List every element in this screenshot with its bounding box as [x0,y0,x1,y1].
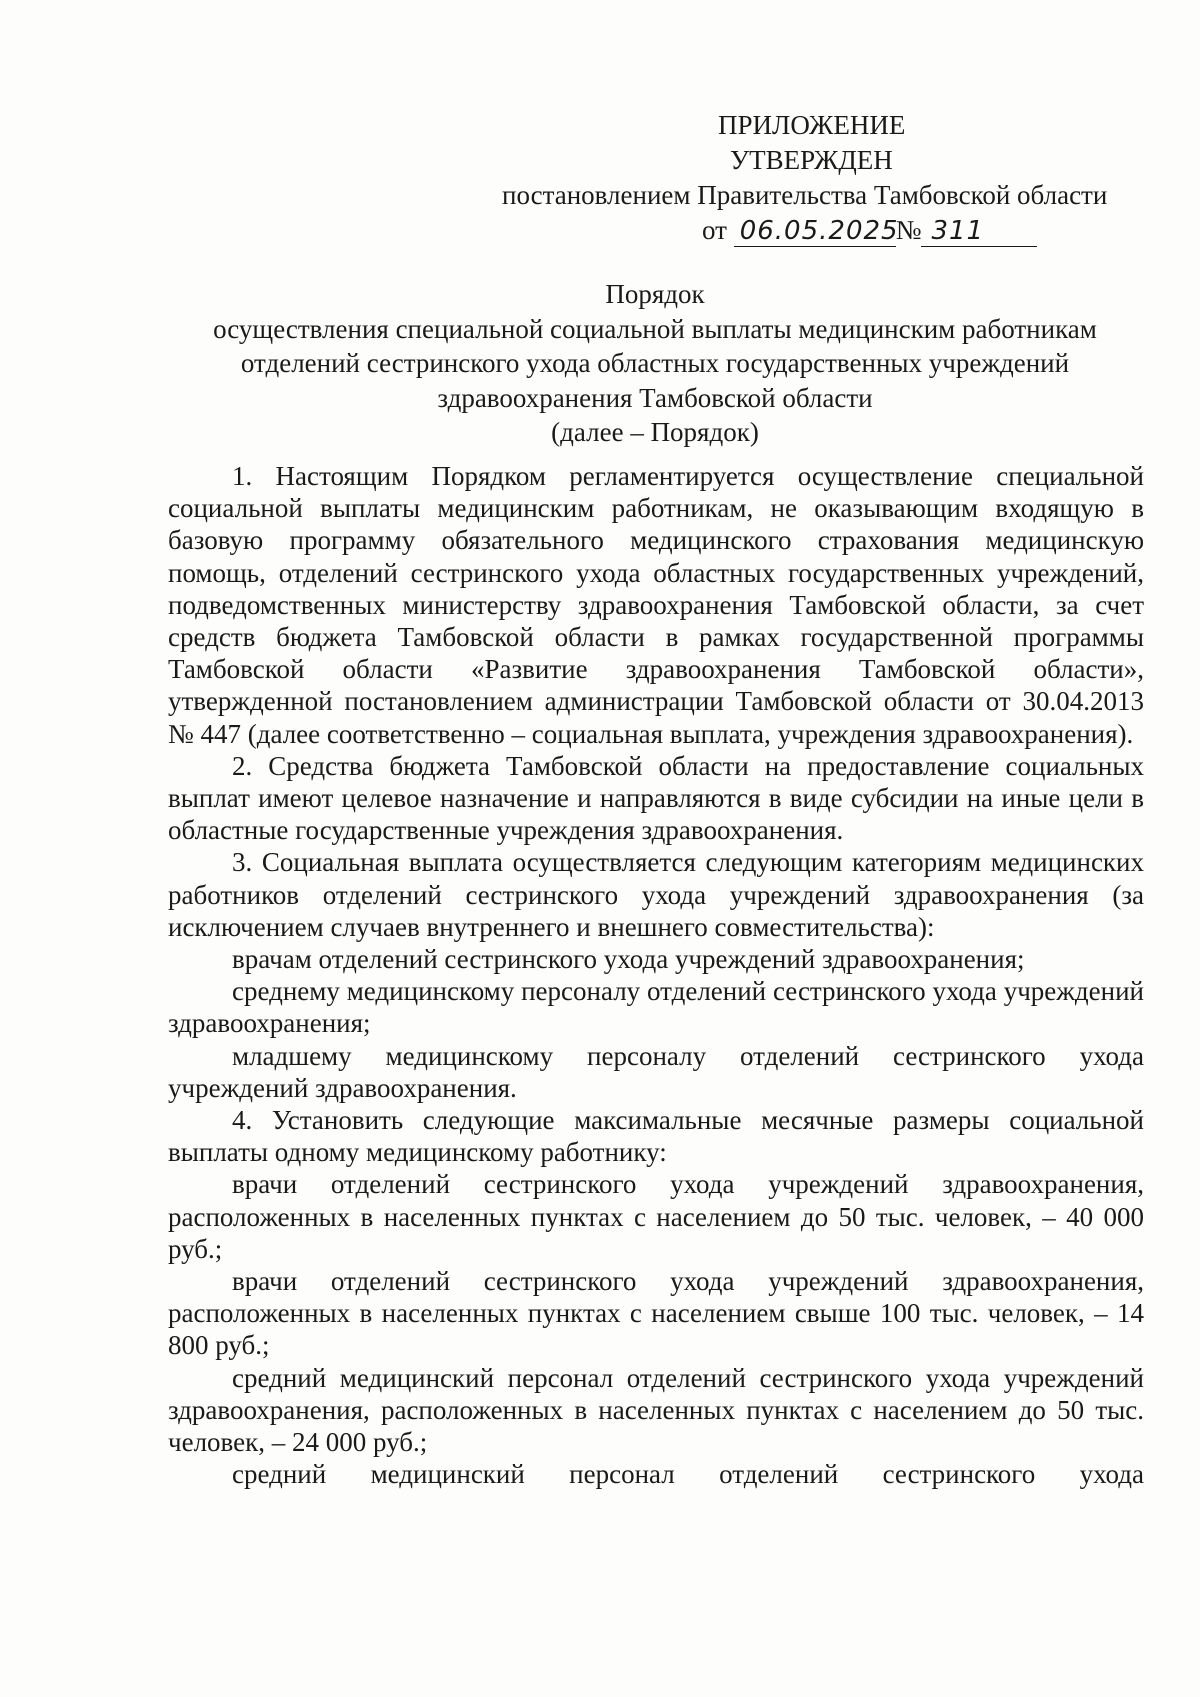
handwritten-number: 311 [921,216,1037,247]
title-line-1: Порядок [605,279,705,309]
appendix-label: ПРИЛОЖЕНИЕ [718,110,906,140]
title-line-5: (далее – Порядок) [551,417,759,447]
paragraph-4: 4. Установить следующие максимальные месячные размеры социальной выплаты одному медицинскому работнику: [168,1105,1144,1168]
number-sign: № [895,215,922,245]
decree-reference: постановлением Правительства Тамбовской области [502,180,1108,210]
paragraph-3-item-1: врачам отделений сестринского ухода учреждений здравоохранения; [232,944,1025,975]
paragraph-3: 3. Социальная выплата осуществляется следующим категориям медицинских работников отделений сестринского ухода учреждений здравоохранения (за исключением случаев внутреннего и внешнего совместительства): [168,847,1144,942]
paragraph-4-item-4: средний медицинский персонал отделений сестринского ухода [232,1459,1144,1490]
date-prefix: от [702,215,727,245]
document-title [160,277,1150,450]
paragraph-4-item-2: врачи отделений сестринского ухода учреждений здравоохранения, расположенных в населенных пунктах с населением свыше 100 тыс. человек, – 14 800 руб.; [168,1266,1144,1361]
approval-header [460,108,1140,251]
document-body [168,460,1144,1491]
decree-date-line [460,213,1140,251]
approved-label: УТВЕРЖДЕН [730,145,893,175]
handwritten-date: 06.05.2025 [734,216,896,247]
paragraph-1: 1. Настоящим Порядком регламентируется осуществление специальной социальной выплаты медицинским работникам, не оказывающим входящую в базовую программу обязательного медицинского страхования медицинскую помощь, отделений сестринского ухода областных государственных учреждений, подведомственных министерству здравоохранения Тамбовской области, за счет средств бюджета Тамбовской области в рамках государственной программы Тамбовской области «Развитие здравоохранения Тамбовской области», утвержденной постановлением администрации Тамбовской области от 30.04.2013 № 447 (далее соответственно – социальная выплата, учреждения здравоохранения). [168,461,1144,749]
title-line-2: осуществления специальной социальной выплаты медицинским работникам [213,313,1097,344]
paragraph-3-item-3: младшему медицинскому персоналу отделений сестринского ухода учреждений здравоохранения. [168,1040,1144,1103]
paragraph-4-item-3: средний медицинский персонал отделений сестринского ухода учреждений здравоохранения, расположенных в населенных пунктах с населением до 50 тыс. человек, – 24 000 руб.; [168,1362,1144,1458]
title-line-4: здравоохранения Тамбовской области [437,382,873,413]
title-line-3: отделений сестринского ухода областных государственных учреждений [240,348,1070,378]
paragraph-4-item-1: врачи отделений сестринского ухода учреждений здравоохранения, расположенных в населенных пунктах с населением до 50 тыс. человек, – 40 000 руб.; [168,1169,1144,1264]
paragraph-2: 2. Средства бюджета Тамбовской области на предоставление социальных выплат имеют целевое назначение и направляются в виде субсидии на иные цели в областные государственные учреждения здравоохранения. [168,750,1144,846]
paragraph-3-item-2: среднему медицинскому персоналу отделений сестринского ухода учреждений здравоохранения; [168,976,1144,1039]
